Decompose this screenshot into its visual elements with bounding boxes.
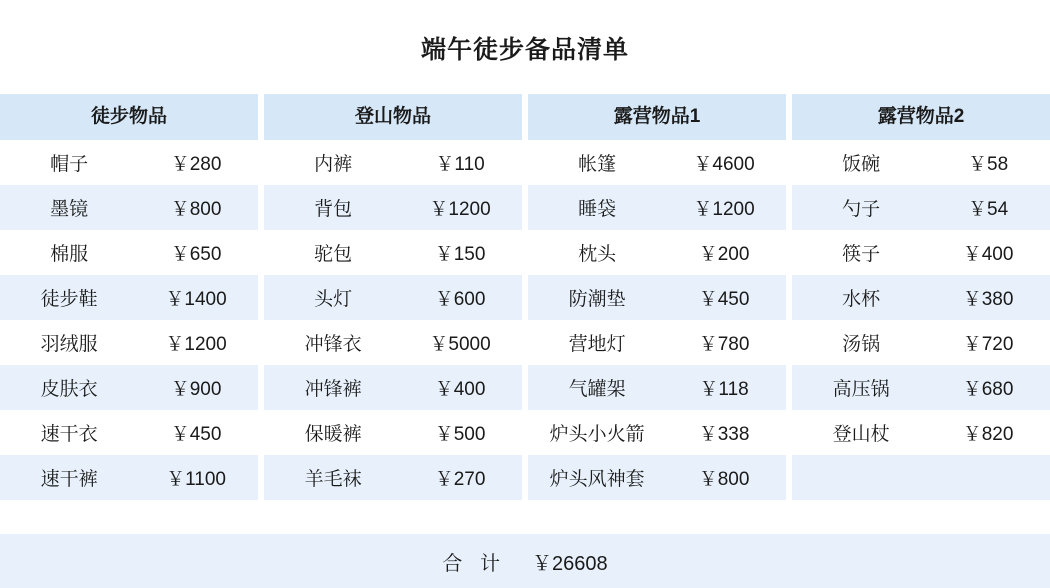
item-price: ￥450	[698, 289, 750, 310]
item-name: 气罐架	[568, 379, 626, 400]
table-row	[528, 410, 786, 455]
item-name: 炉头小火箭	[549, 424, 645, 445]
checklist-column-camping-1	[528, 94, 786, 500]
table-row	[792, 185, 1050, 230]
table-row	[0, 230, 258, 275]
item-name: 驼包	[314, 244, 353, 265]
item-price: ￥650	[170, 244, 222, 265]
item-price: ￥110	[435, 154, 485, 175]
item-price: ￥270	[434, 469, 486, 490]
item-price: ￥400	[434, 379, 486, 400]
item-price: ￥150	[434, 244, 486, 265]
item-price: ￥1200	[693, 199, 755, 220]
table-row	[0, 140, 258, 185]
item-name: 速干衣	[40, 424, 98, 445]
table-row	[0, 410, 258, 455]
table-row	[0, 455, 258, 500]
column-header: 登山物品	[264, 94, 522, 140]
table-row	[264, 455, 522, 500]
checklist-grid	[0, 94, 1050, 500]
item-price: ￥800	[170, 199, 222, 220]
item-price: ￥1100	[166, 469, 226, 490]
table-row	[792, 230, 1050, 275]
table-row	[792, 320, 1050, 365]
table-row	[264, 320, 522, 365]
item-name: 头灯	[314, 289, 353, 310]
item-price: ￥1400	[165, 289, 227, 310]
item-name: 勺子	[842, 199, 881, 220]
item-price: ￥900	[170, 379, 222, 400]
item-name: 背包	[314, 199, 353, 220]
item-name: 营地灯	[568, 334, 626, 355]
table-row	[792, 275, 1050, 320]
item-price: ￥800	[698, 469, 750, 490]
item-name: 徒步鞋	[40, 289, 98, 310]
table-row	[264, 410, 522, 455]
item-name: 冲锋衣	[304, 334, 362, 355]
table-row	[264, 365, 522, 410]
table-row	[528, 275, 786, 320]
item-price: ￥200	[698, 244, 750, 265]
page-title: 端午徒步备品清单	[420, 36, 629, 64]
checklist-column-climbing	[264, 94, 522, 500]
item-name: 登山杖	[832, 424, 890, 445]
checklist-column-camping-2	[792, 94, 1050, 500]
item-name: 内裤	[314, 154, 353, 175]
item-name: 饭碗	[842, 154, 881, 175]
table-row	[528, 230, 786, 275]
item-price: ￥400	[962, 244, 1014, 265]
table-row	[264, 230, 522, 275]
item-name: 睡袋	[578, 199, 617, 220]
item-price: ￥1200	[429, 199, 491, 220]
item-name: 枕头	[578, 244, 617, 265]
table-row	[264, 275, 522, 320]
item-name: 高压锅	[832, 379, 890, 400]
table-row	[528, 455, 786, 500]
item-name: 水杯	[842, 289, 881, 310]
item-name: 筷子	[842, 244, 881, 265]
table-row	[792, 410, 1050, 455]
item-price: ￥5000	[429, 334, 491, 355]
item-price: ￥680	[962, 379, 1014, 400]
column-header: 露营物品2	[792, 94, 1050, 140]
item-name: 防潮垫	[568, 289, 626, 310]
item-price: ￥54	[968, 199, 1009, 220]
table-row	[792, 140, 1050, 185]
item-name: 帐篷	[578, 154, 617, 175]
table-row	[792, 365, 1050, 410]
item-name: 羽绒服	[40, 334, 98, 355]
table-row	[528, 140, 786, 185]
table-row	[528, 320, 786, 365]
item-name: 炉头风神套	[549, 469, 645, 490]
table-row	[528, 185, 786, 230]
table-row	[0, 275, 258, 320]
column-header: 露营物品1	[528, 94, 786, 140]
column-header: 徒步物品	[0, 94, 258, 140]
table-row	[528, 365, 786, 410]
total-value: ￥26608	[531, 552, 608, 575]
table-row	[264, 185, 522, 230]
table-row-empty	[792, 455, 1050, 500]
item-price: ￥780	[698, 334, 750, 355]
item-price: ￥4600	[693, 154, 755, 175]
item-price: ￥1200	[165, 334, 227, 355]
table-row	[264, 140, 522, 185]
item-name: 保暖裤	[304, 424, 362, 445]
item-price: ￥500	[434, 424, 486, 445]
item-price: ￥338	[698, 424, 750, 445]
table-row	[0, 185, 258, 230]
item-price: ￥58	[968, 154, 1009, 175]
item-name: 羊毛袜	[304, 469, 362, 490]
table-row	[0, 320, 258, 365]
item-name: 速干裤	[40, 469, 98, 490]
item-price: ￥280	[170, 154, 222, 175]
item-name: 棉服	[50, 244, 89, 265]
checklist-column-hiking	[0, 94, 258, 500]
item-name: 汤锅	[842, 334, 881, 355]
item-name: 帽子	[50, 154, 89, 175]
item-name: 墨镜	[50, 199, 89, 220]
item-name: 皮肤衣	[40, 379, 98, 400]
item-price: ￥600	[434, 289, 486, 310]
total-label: 合 计	[442, 552, 506, 575]
item-price: ￥380	[962, 289, 1014, 310]
total-bar	[0, 534, 1050, 588]
table-row	[0, 365, 258, 410]
item-price: ￥118	[699, 379, 749, 400]
item-price: ￥720	[962, 334, 1014, 355]
item-price: ￥820	[962, 424, 1014, 445]
item-name: 冲锋裤	[304, 379, 362, 400]
item-price: ￥450	[170, 424, 222, 445]
